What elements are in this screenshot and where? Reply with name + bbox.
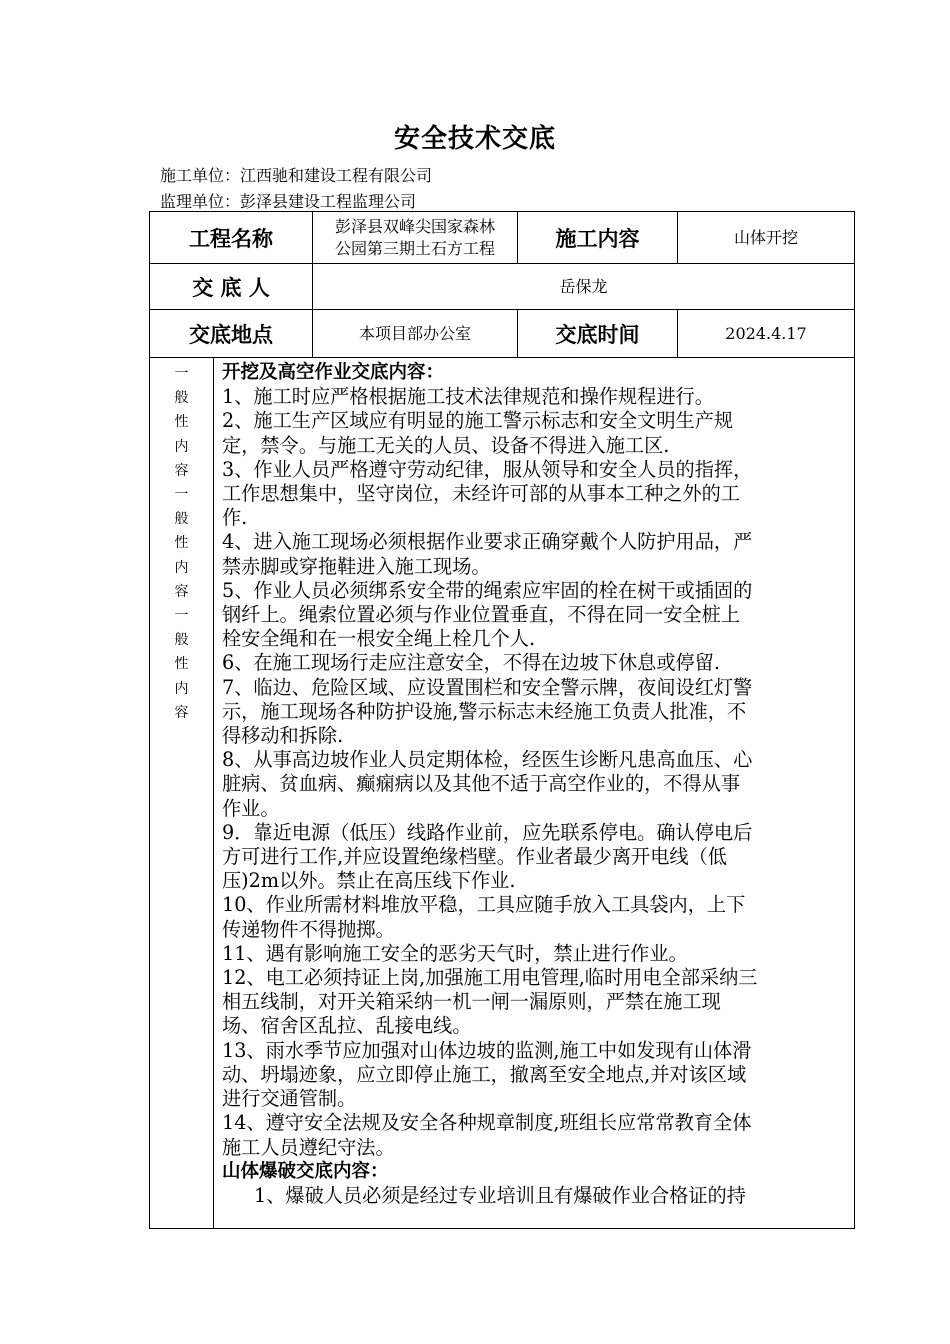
- content-lines: [222, 385, 850, 1160]
- section-heading: 开挖及高空作业交底内容：: [222, 362, 445, 383]
- briefing-content: [222, 358, 850, 1228]
- sidebar-char: 容: [174, 704, 189, 721]
- project-name-label: 工程名称: [189, 226, 273, 251]
- content-line: 方可进行工作,并应设置绝缘档壁。作业者最少离开电线（低: [222, 845, 727, 869]
- project-name-value: [313, 212, 517, 263]
- sidebar-char: 一: [174, 608, 189, 625]
- content-line: 2、施工生产区域应有明显的施工警示标志和安全文明生产规: [222, 409, 734, 433]
- content-line: 8、从事高边坡作业人员定期体检，经医生诊断凡患高血压、心: [222, 748, 753, 772]
- sidebar-char: 内: [174, 559, 189, 576]
- sidebar-char: 性: [174, 656, 189, 673]
- content-line: 工作思想集中，坚守岗位，未经许可部的从事本工种之外的工: [222, 482, 741, 506]
- content-line: 5、作业人员必须绑系安全带的绳索应牢固的栓在树干或插固的: [222, 578, 753, 602]
- content-line: 作业。: [222, 796, 280, 820]
- content-line: 7、临边、危险区域、应设置围栏和安全警示牌，夜间设红灯警: [222, 675, 753, 699]
- location-label: 交底地点: [189, 322, 273, 347]
- content-line: 10、作业所需材料堆放平稳，工具应随手放入工具袋内，上下: [222, 893, 746, 917]
- column-divider: [213, 357, 214, 1229]
- sidebar-char: 般: [174, 632, 189, 649]
- project-name-line: 彭泽县双峰尖国家森林: [334, 216, 495, 236]
- content-line: 进行交通管制。: [222, 1087, 357, 1111]
- time-value: 2024.4.17: [725, 323, 807, 343]
- content-line: 得移动和拆除.: [222, 724, 344, 748]
- content-line: 施工人员遵纪守法。: [222, 1135, 395, 1159]
- content-line: 9．靠近电源（低压）线路作业前，应先联系停电。确认停电后: [222, 820, 753, 844]
- location-value: 本项目部办公室: [358, 323, 471, 343]
- sidebar-char: 般: [174, 511, 189, 528]
- content-line: 钢纤上。绳索位置必须与作业位置垂直，不得在同一安全桩上: [222, 603, 741, 627]
- content-line: 14、遵守安全法规及安全各种规章制度,班组长应常常教育全体: [222, 1111, 752, 1135]
- content-line: 11、遇有影响施工安全的恶劣天气时，禁止进行作业。: [222, 941, 688, 965]
- construction-unit: 施工单位：江西驰和建设工程有限公司: [160, 166, 433, 185]
- sidebar-char: 内: [174, 680, 189, 697]
- section-heading: 山体爆破交底内容：: [222, 1160, 389, 1182]
- briefing-table: [149, 211, 855, 1229]
- construction-content-value: 山体开挖: [733, 227, 798, 247]
- content-line: 4、进入施工现场必须根据作业要求正确穿戴个人防护用品，严: [222, 530, 753, 554]
- content-line: 场、宿舍区乱拉、乱接电线。: [222, 1014, 472, 1038]
- sidebar-char: 一: [174, 366, 189, 382]
- content-line: 定，禁令。与施工无关的人员、设备不得进入施工区.: [222, 433, 670, 457]
- project-name-line: 公园第三期土石方工程: [334, 238, 495, 258]
- content-line: 示，施工现场各种防护设施,警示标志未经施工负责人批准，不: [222, 699, 747, 723]
- construction-content-label: 施工内容: [555, 226, 640, 251]
- content-line: 1、施工时应严格根据施工技术法律规范和操作规程进行。: [222, 385, 714, 409]
- content-line: 13、雨水季节应加强对山体边坡的监测,施工中如发现有山体滑: [222, 1038, 752, 1062]
- content-line: 作.: [222, 506, 248, 530]
- sidebar-char: 容: [174, 583, 189, 600]
- content-line: 12、电工必须持证上岗,加强施工用电管理,临时用电全部采纳三: [222, 966, 758, 990]
- content-line: 6、在施工现场行走应注意安全，不得在边坡下休息或停留.: [222, 651, 720, 675]
- supervision-unit: 监理单位：彭泽县建设工程监理公司: [160, 192, 417, 211]
- content-line: 栓安全绳和在一根安全绳上栓几个人.: [222, 627, 536, 651]
- content-line: 传递物件不得抛掷。: [222, 917, 395, 941]
- content-line: 脏病、贫血病、癫痫病以及其他不适于高空作业的，不得从事: [222, 772, 741, 796]
- content-line: 3、作业人员严格遵守劳动纪律，服从领导和安全人员的指挥，: [222, 457, 753, 481]
- sidebar-char: 性: [174, 535, 189, 552]
- sidebar-char: 容: [174, 462, 189, 479]
- sidebar-char: 一: [174, 487, 189, 504]
- sidebar-char: 性: [174, 414, 189, 431]
- content-line: 相五线制，对开关箱采纳一机一闸一漏原则，严禁在施工现: [222, 990, 721, 1014]
- content-line: 动、坍塌迹象，应立即停止施工，撤离至安全地点,并对该区域: [222, 1062, 747, 1086]
- content-line: 禁赤脚或穿拖鞋进入施工现场。: [222, 554, 491, 578]
- time-label: 交底时间: [555, 322, 640, 347]
- briefer-value: 岳保龙: [559, 276, 608, 296]
- briefer-label: 交 底 人: [192, 275, 270, 300]
- sidebar-char: 般: [174, 390, 189, 407]
- document-title: 安全技术交底: [393, 124, 556, 154]
- sidebar-char: 内: [174, 438, 189, 455]
- sidebar-label: [150, 358, 213, 1228]
- content-line: 压)2m以外。禁止在高压线下作业.: [222, 869, 516, 893]
- content-line: 1、爆破人员必须是经过专业培训且有爆破作业合格证的持: [254, 1183, 746, 1207]
